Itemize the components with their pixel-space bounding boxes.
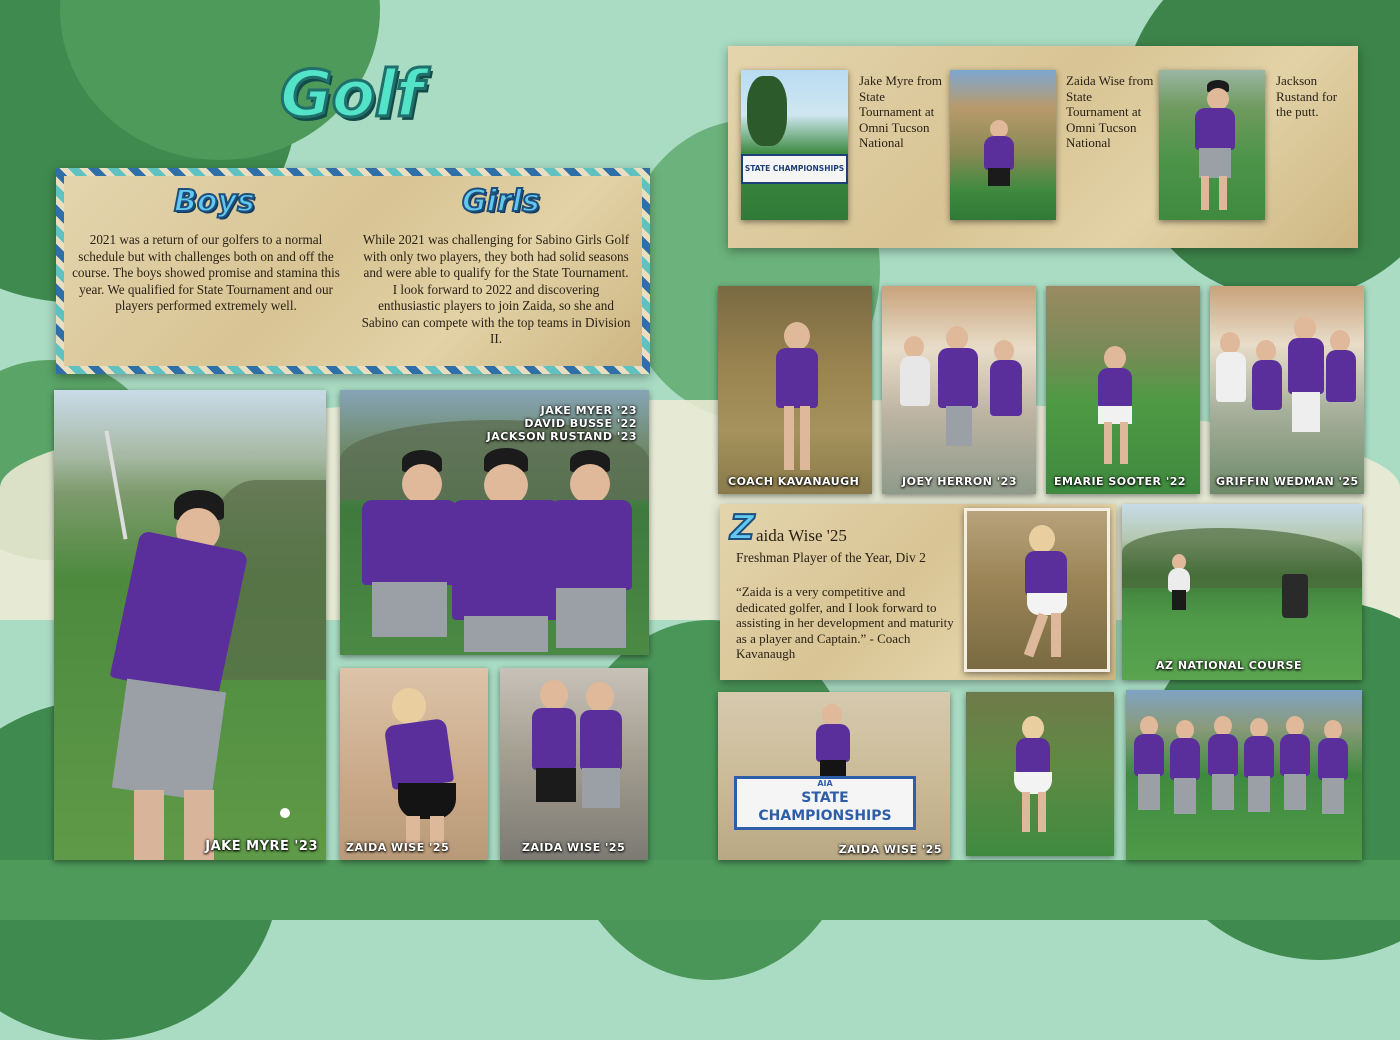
caption-az-national-course: AZ NATIONAL COURSE [1156,659,1302,672]
photo-griffin-wedman [1210,286,1364,494]
photo-emarie-sooter [1046,286,1200,494]
girls-heading: Girls [462,184,540,219]
feature-initial: Z [730,508,755,548]
photo-az-national-course [1122,504,1362,680]
strip-caption-3: Jackson Rustand for the putt. [1276,73,1338,119]
photo-joey-herron [882,286,1036,494]
caption-joey-herron: JOEY HERRON '23 [902,475,1017,488]
photo-boys-group [340,390,649,655]
photo-zaida-state [718,692,950,860]
strip-caption-2: Zaida Wise from State Tournament at Omni Tucson National [1066,73,1154,150]
caption-emarie-sooter: EMARIE SOOTER '22 [1054,475,1186,488]
caption-zaida-2: ZAIDA WISE '25 [522,841,626,854]
photo-boys-team [1126,690,1362,860]
photo-jake-myre [54,390,326,860]
feature-award: Freshman Player of the Year, Div 2 [736,550,926,565]
state-banner-1: STATE CHAMPIONSHIPS [741,154,848,184]
boys-text: 2021 was a return of our golfers to a normal schedule but with challenges both on and off the course. The boys showed promise and stamina this year. We qualified for State Tournament and our players performed extremely well. [72,232,340,313]
caption-group-line-1: JAKE MYER '23 [540,404,637,417]
boys-heading: Boys [174,184,255,219]
photo-strip-3 [1159,70,1265,220]
photo-strip-1 [741,70,848,220]
state-banner-2-text: STATE CHAMPIONSHIPS [758,790,892,824]
feature-name: aida Wise '25 [756,526,847,545]
photo-zaida-coach [500,668,648,860]
caption-griffin-wedman: GRIFFIN WEDMAN '25 [1216,475,1359,488]
state-banner-2 [734,776,916,830]
photo-zaida-swing [340,668,488,860]
photo-zaida-fairway [966,692,1114,856]
page-title: Golf [280,58,423,132]
caption-coach-kavanaugh: COACH KAVANAUGH [728,475,860,488]
caption-zaida-state: ZAIDA WISE '25 [838,843,942,856]
photo-coach-kavanaugh [718,286,872,494]
photo-zaida-feature [964,508,1110,672]
state-banner-2-small: AIA [817,779,833,788]
feature-quote: “Zaida is a very competitive and dedicated golfer, and I look forward to assisting in her development and maturity as a player and Captain.” - Coach Kavanaugh [736,584,954,661]
girls-text: While 2021 was challenging for Sabino Girls Golf with only two players, they both had solid seasons and were able to qualify for the State Tournament. I look forward to 2022 and discovering enthusiastic players to join Zaida, so she and Sabino can compete with the top teams in Division II. [361,232,631,346]
caption-group-line-3: JACKSON RUSTAND '23 [486,430,637,443]
top-strip [728,46,1358,248]
strip-caption-1: Jake Myre from State Tournament at Omni Tucson National [859,73,943,150]
caption-zaida-1: ZAIDA WISE '25 [346,841,450,854]
intro-panel [56,168,650,374]
feature-panel [720,504,1116,680]
caption-jake-myre: JAKE MYRE '23 [205,839,318,854]
photo-strip-2 [950,70,1056,220]
caption-group-line-2: DAVID BUSSE '22 [524,417,637,430]
